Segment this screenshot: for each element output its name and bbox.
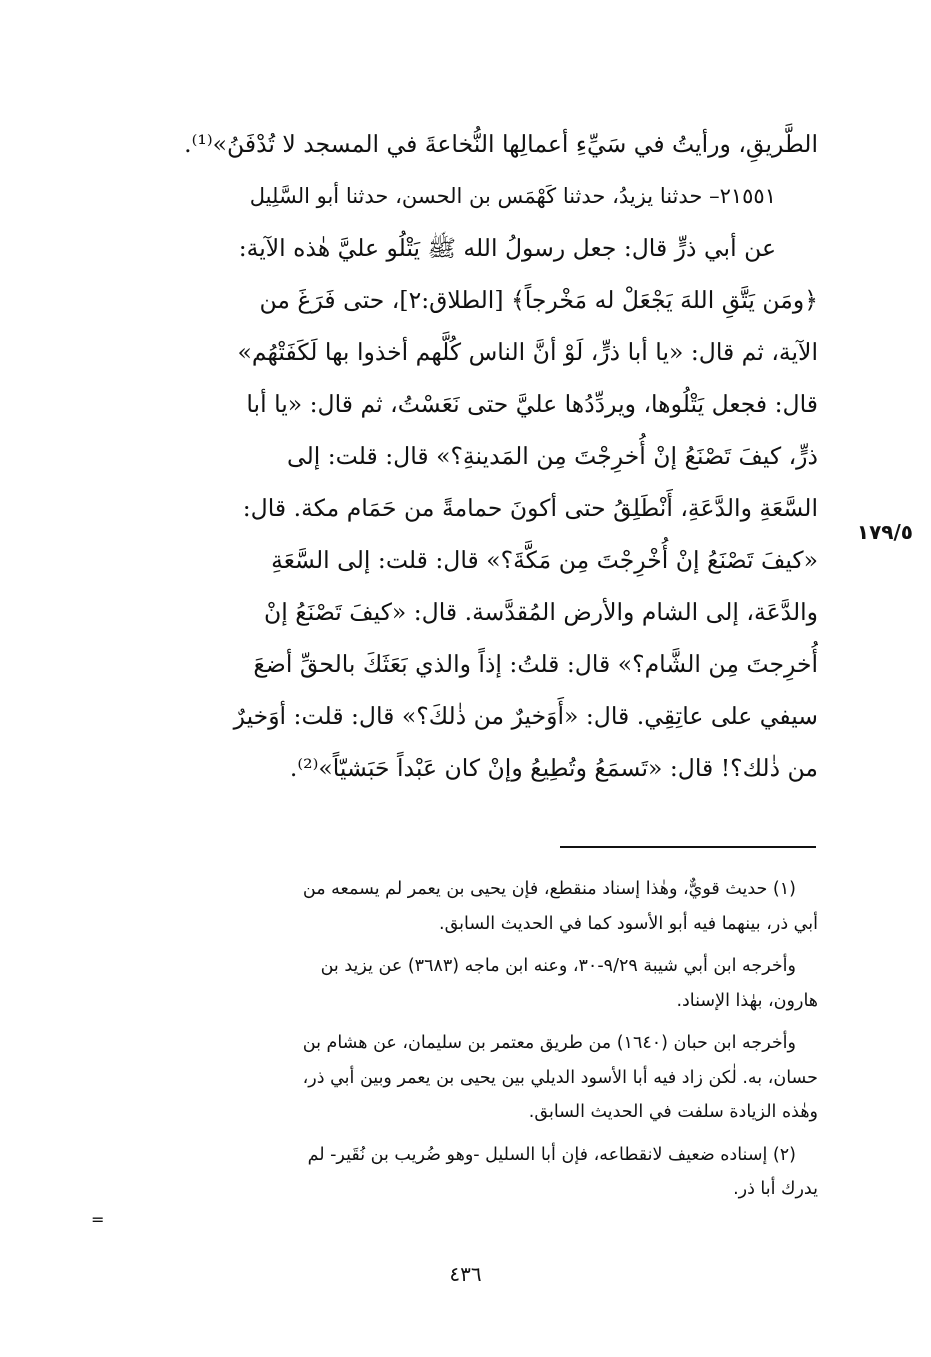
hadith-body — [108, 118, 818, 794]
text-line: الطَّريقِ، ورأيتُ في سَيِّءِ أعمالِها النُّخاعةَ في المسجد لا تُدْفَنُ»⁽¹⁾. — [184, 130, 818, 158]
footnote-paragraph — [108, 1026, 818, 1130]
text-line: ﴿ومَن يَتَّقِ اللهَ يَجْعَلْ له مَخْرجاً﴾ [الطلاق:٢]، حتى فَرَغَ من — [259, 286, 818, 314]
footnote-line: أبي ذر، بينهما فيه أبو الأسود كما في الحديث السابق. — [439, 913, 818, 934]
footnote-line: (١) حديث قويٌّ، وهٰذا إسناد منقطع، فإن يحيى بن يعمر لم يسمعه من — [302, 879, 796, 899]
footnote-paragraph — [108, 872, 818, 941]
page-number: ٤٣٦ — [449, 1262, 482, 1286]
footnote-line: حسان، به. لٰكن زاد فيه أبا الأسود الديلي بين يحيى بن يعمر وبين أبي ذر، — [302, 1067, 818, 1088]
text-line: أُخرِجتَ مِن الشَّام؟» قال: قلتُ: إذاً والذي بَعَثَكَ بالحقِّ أضعَ — [253, 650, 818, 678]
footnote-paragraph — [108, 1138, 818, 1207]
footnote-line: (٢) إسناده ضعيف لانقطاعه، فإن أبا السليل -وهو ضُريب بن نُقَير- لم — [307, 1144, 796, 1165]
footnote-divider — [560, 846, 816, 848]
text-line: عن أبي ذرٍّ قال: جعل رسولُ الله ﷺ يَتْلُو عليَّ هٰذه الآية: — [238, 234, 776, 262]
text-line: الآية، ثم قال: «يا أبا ذرٍّ، لَوْ أنَّ الناس كُلَّهم أخذوا بها لَكَفَتْهُم» — [237, 338, 818, 366]
footnote-line: يدرك أبا ذر. — [733, 1179, 818, 1199]
text-line: قال: فجعل يَتْلُوها، ويردِّدُها عليَّ حتى نَعَسْتُ، ثم قال: «يا أبا — [246, 390, 818, 418]
footnote-line: وأخرجه ابن أبي شيبة ٩/٢٩-٣٠، وعنه ابن ماجه (٣٦٨٣) عن يزيد بن — [320, 956, 796, 976]
text-line: السَّعَةِ والدَّعَةِ، أَنْطَلِقُ حتى أكونَ حمامةً من حَمَام مكة. قال: — [242, 494, 818, 522]
text-line: سيفي على عاتِقِي. قال: «أَوَخيرٌ من ذٰلكَ؟» قال: قلت: أوَخيرٌ — [233, 702, 818, 730]
text-line: «كيفَ تَصْنَعُ إنْ أُخْرِجْتَ مِن مَكَّةَ؟» قال: قلت: إلى السَّعَةِ — [271, 546, 818, 574]
text-line: من ذٰلك؟! قال: «تَسمَعُ وتُطِيعُ وإنْ كان عَبْداً حَبَشيّاً»⁽²⁾. — [289, 754, 818, 782]
footnote-line: هارون، بهٰذا الإسناد. — [676, 990, 818, 1011]
hadith-number-line: ٢١٥٥١– حدثنا يزيدُ، حدثنا كَهْمَس بن الحسن، حدثنا أبو السَّلِيل — [249, 184, 776, 208]
continuation-mark: = — [91, 1210, 105, 1229]
text-line: ذرٍّ، كيفَ تَصْنَعُ إنْ أُخرِجْتَ مِن المَدينةِ؟» قال: قلت: إلى — [287, 442, 818, 470]
footnote-line: وهٰذه الزيادة سلفت في الحديث السابق. — [528, 1102, 818, 1122]
margin-volume-page-reference: ١٧٩/٥ — [856, 520, 913, 544]
footnotes — [108, 872, 818, 1215]
footnote-line: وأخرجه ابن حبان (١٦٤٠) من طريق معتمر بن سليمان، عن هشام بن — [302, 1033, 796, 1053]
text-line: والدَّعَة، إلى الشام والأرض المُقدَّسة. قال: «كيفَ تَصْنَعُ إنْ — [264, 598, 818, 626]
footnote-paragraph — [108, 949, 818, 1018]
